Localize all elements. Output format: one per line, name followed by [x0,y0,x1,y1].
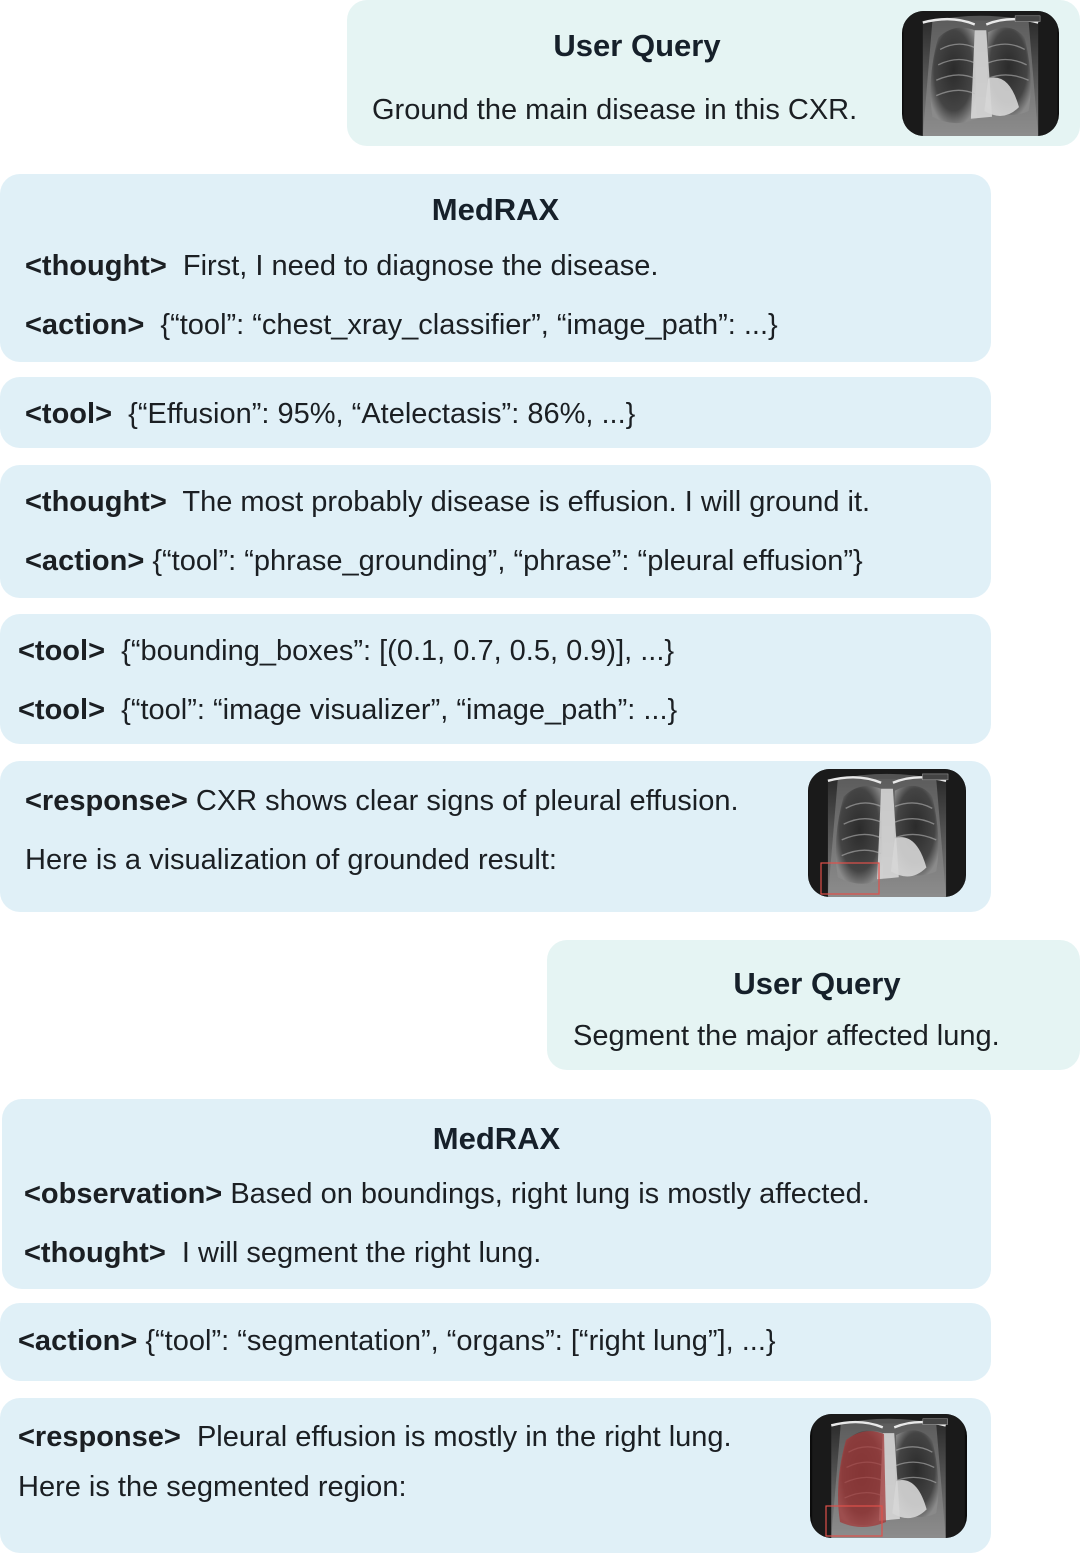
action-text: {“tool”: “phrase_grounding”, “phrase”: “pleural effusion”} [152,545,863,577]
medrax-1-bubble [0,174,991,362]
thought-tag: <thought> [24,1237,166,1269]
user-query-1-text: Ground the main disease in this CXR. [372,94,858,126]
response-2-line-1 [18,1423,732,1452]
response-2-bubble [0,1398,991,1553]
action-tag: <action> [18,1325,138,1357]
response-text: CXR shows clear signs of pleural effusion. [195,785,739,817]
user-query-2-title: User Query [733,966,901,1001]
tool-2-line-2 [18,696,677,725]
step-2-thought [25,488,870,517]
tool-tag: <tool> [25,398,113,430]
tool-tag: <tool> [18,694,106,726]
thought-tag: <thought> [25,250,167,282]
tool-2-line-1 [18,637,674,666]
medrax-1-thought [25,252,658,281]
tool-1-bubble [0,377,991,448]
medrax-2-thought [24,1239,541,1268]
action-text: {“tool”: “segmentation”, “organs”: [“right lung”], ...} [145,1325,776,1357]
step-2-action [25,547,863,576]
action-text: {“tool”: “chest_xray_classifier”, “image_path”: ...} [160,309,778,341]
observation-tag: <observation> [24,1178,223,1210]
medrax-1-title: MedRAX [431,192,560,227]
response-tag: <response> [18,1421,181,1453]
chest-xray-thumbnail [902,11,1059,136]
response-1-line-1 [25,787,739,816]
action-tag: <action> [25,309,145,341]
tool-tag: <tool> [18,635,106,667]
action-3-bubble [0,1303,991,1381]
response-2-line-2: Here is the segmented region: [18,1471,407,1503]
action-tag: <action> [25,545,145,577]
user-query-2-text: Segment the major affected lung. [573,1020,1000,1052]
segmentation-mask [838,1431,886,1527]
action-3-line [18,1327,776,1356]
medrax-2-observation [24,1180,870,1209]
response-text: Pleural effusion is mostly in the right lung. [196,1421,732,1453]
user-query-2-bubble [547,940,1080,1070]
step-2-bubble [0,465,991,598]
tool-text: {“tool”: “image visualizer”, “image_path”: ...} [121,694,678,726]
user-query-1-title: User Query [553,28,721,63]
chest-xray-with-bounding-box [808,769,966,897]
tool-2-bubble [0,614,991,744]
thought-text: The most probably disease is effusion. I will ground it. [182,486,871,518]
tool-text: {“Effusion”: 95%, “Atelectasis”: 86%, ...} [128,398,636,430]
thought-text: I will segment the right lung. [181,1237,542,1269]
medrax-2-title: MedRAX [432,1121,561,1156]
response-1-line-2: Here is a visualization of grounded result: [25,844,557,876]
user-query-1-bubble [347,0,1080,146]
observation-text: Based on boundings, right lung is mostly affected. [230,1178,870,1210]
medrax-1-action [25,311,778,340]
chest-xray-with-segmentation [810,1414,967,1538]
medrax-2-bubble [2,1099,991,1289]
tool-text: {“bounding_boxes”: [(0.1, 0.7, 0.5, 0.9)], ...} [121,635,675,667]
thought-tag: <thought> [25,486,167,518]
response-tag: <response> [25,785,188,817]
thought-text: First, I need to diagnose the disease. [182,250,659,282]
response-1-bubble [0,761,991,912]
tool-1-line [25,400,635,429]
